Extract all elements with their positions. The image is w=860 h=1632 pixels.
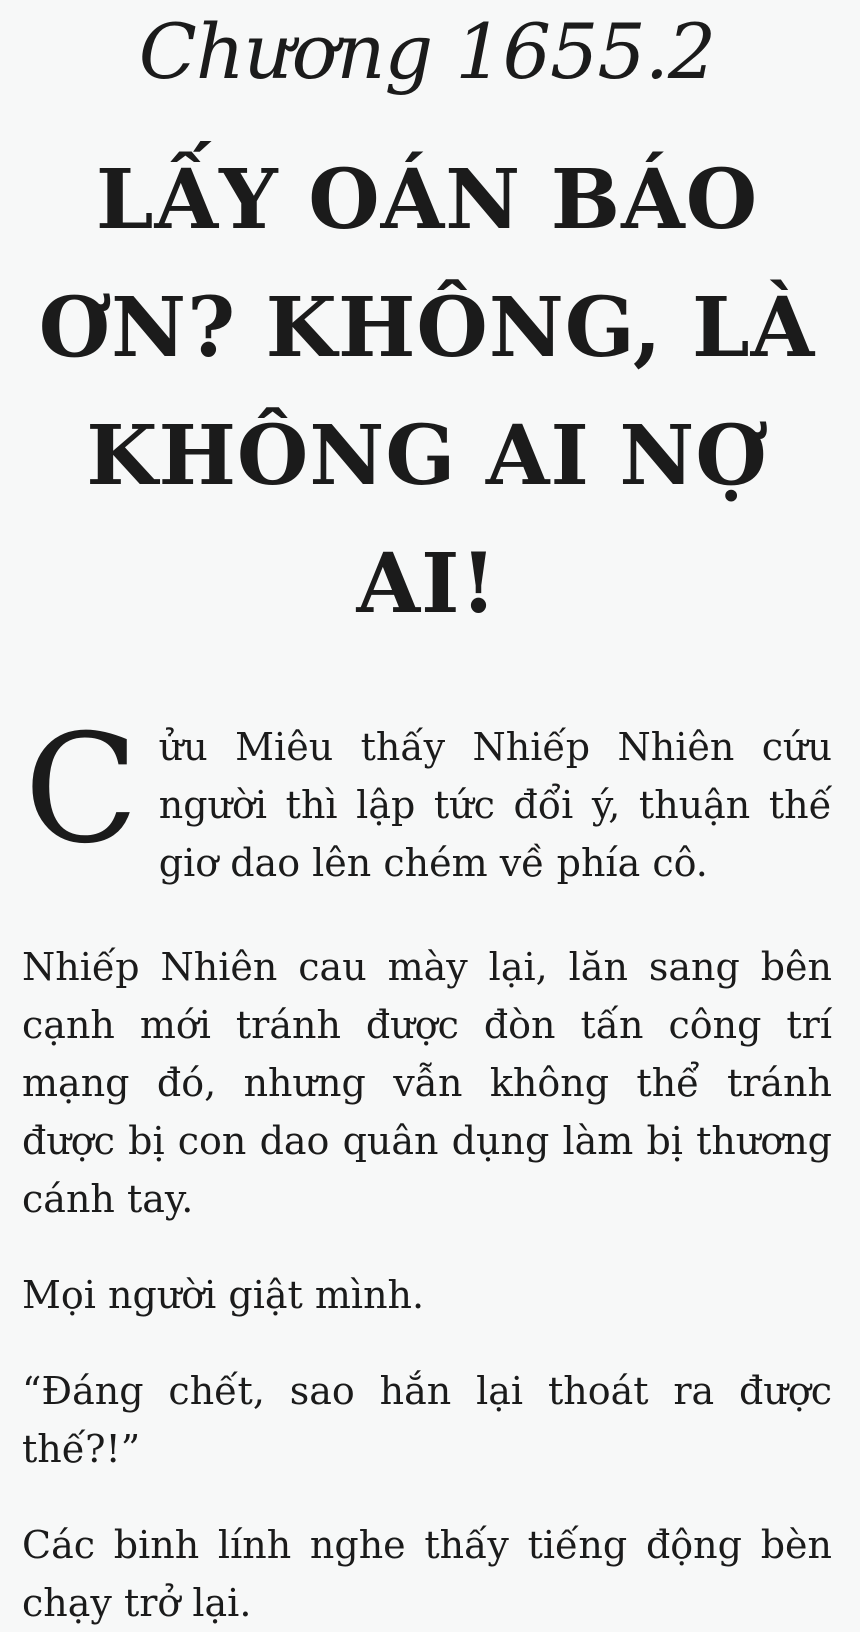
paragraph-1 bbox=[22, 718, 832, 892]
chapter-title: LẤY OÁN BÁO ƠN? KHÔNG, LÀ KHÔNG AI NỢ AI! bbox=[38, 152, 816, 632]
paragraph-2: Nhiếp Nhiên cau mày lại, lăn sang bên cạnh mới tránh được đòn tấn công trí mạng đó, nhưng vẫn không thể tránh được bị con dao quân dụng làm bị thương cánh tay. bbox=[22, 945, 832, 1221]
chapter-body bbox=[22, 718, 832, 1632]
paragraph-4: “Đáng chết, sao hắn lại thoát ra được thế?!” bbox=[22, 1369, 832, 1471]
paragraph-5: Các binh lính nghe thấy tiếng động bèn chạy trở lại. bbox=[22, 1523, 832, 1625]
chapter-number: Chương 1655.2 bbox=[138, 7, 716, 96]
paragraph-1-text: ửu Miêu thấy Nhiếp Nhiên cứu người thì lập tức đổi ý, thuận thế giơ dao lên chém về phía cô. bbox=[158, 725, 832, 885]
drop-cap: C bbox=[24, 718, 139, 877]
paragraph-3: Mọi người giật mình. bbox=[22, 1273, 425, 1317]
